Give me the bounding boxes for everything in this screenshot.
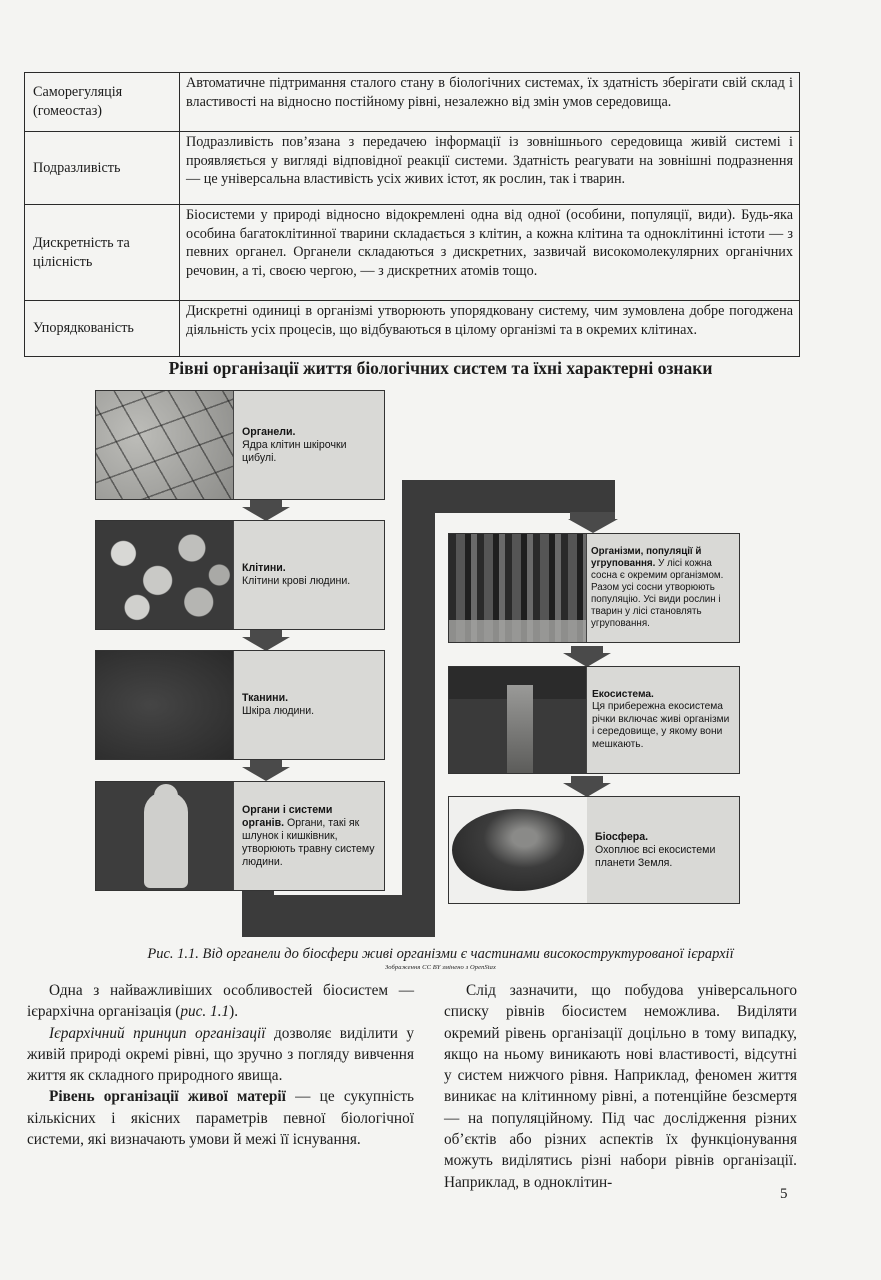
level-text: Клітини крові людини.	[242, 575, 351, 587]
connector-band	[402, 480, 435, 937]
level-card-cells	[95, 520, 385, 630]
term-bold: Рівень організації живої матерії	[49, 1088, 286, 1106]
blood-cells-photo	[96, 521, 234, 629]
level-caption	[587, 667, 739, 773]
table-definition: Дискретні одиниці в організмі утворюють упорядковану систему, чим зумовлена добре погоджена діяльність усіх процесів, що відбуваються в цілому організмі та в окремих клітинах.	[180, 301, 800, 357]
digestive-system-illustration	[96, 782, 234, 890]
level-title: Органели.	[242, 425, 296, 438]
pine-forest-photo	[449, 534, 587, 642]
section-title: Рівні організації життя біологічних систем та їхні характерні ознаки	[168, 358, 713, 378]
level-text: Ядра клітин шкірочки цибулі.	[242, 438, 347, 464]
table-row	[25, 132, 800, 205]
level-text: Охоплює всі екосистеми планети Земля.	[595, 843, 716, 869]
paragraph: Слід зазначити, що побудова універсального списку рівнів біосистем неможлива. Виділяти окремий рівень організації доцільно в тому випадку, якщо на ньому виникають нові властивості, відсутні у систем нижчого рівня. Наприклад, феномен життя виникає на клітинному рівні, а потенційне безсмертя — на популяційному. Під час дослідження різних об’єктів або різних аспектів їх функціонування можуть виділятись різні набори рівнів організації. Наприклад, в одноклітин-	[444, 982, 797, 1191]
level-text: У лісі кожна сосна є окремим організмом. Разом усі сосни утворюють популяцію. Усі види рослин і тварин у лісі становлять угруповання.	[591, 558, 724, 629]
table-definition: Подразливість пов’язана з передачею інформації із зовнішнього середовища живій системі і проявляється у вигляді відповідної реакції системи. Здатність реагувати на зовнішні подразнення — це універсальна властивість усіх живих істот, як рослин, так і тварин.	[180, 132, 800, 205]
level-caption	[234, 521, 384, 629]
level-card-tissues	[95, 650, 385, 760]
table-term: Упорядкованість	[25, 301, 180, 357]
paragraph: Одна з найважливіших особливостей біосистем — ієрархічна організація (рис. 1.1).	[27, 982, 414, 1021]
level-card-organelles	[95, 390, 385, 500]
level-caption	[587, 534, 739, 642]
table-definition: Біосистеми у природі відносно відокремлені одна від одної (особини, популяції, види). Будь-яка особина багатоклітинної тварини складається з клітин, а кожна клітина та одноклітинні істоти — з певних органел. Органели складаються з дискретних, зазвичай високомолекулярних органічних речовин, а ті, своєю чергою, — з дискретних атомів тощо.	[180, 205, 800, 301]
level-card-organisms	[448, 533, 740, 643]
level-title: Екосистема.	[592, 688, 654, 700]
paragraph: Рівень організації живої матерії — це сукупність кількісних і якісних параметрів певної біологічної системи, які визначають умови й межі її існування.	[27, 1088, 414, 1149]
table-term: Дискретність та цілісність	[25, 205, 180, 301]
earth-globe-image	[449, 797, 587, 903]
level-title: Органи і системи органів.	[242, 803, 333, 829]
properties-table	[24, 72, 800, 357]
skin-tissue-photo	[96, 651, 234, 759]
level-caption	[234, 651, 384, 759]
figure-credit: Зображення CC BY змінено з OpenStax	[384, 964, 497, 971]
level-title: Тканини.	[242, 692, 289, 704]
paragraph: Ієрархічний принцип організації дозволяє виділити у живій природі окремі рівні, що зручно з погляду вивчення життя як складного природного явища.	[27, 1024, 414, 1085]
level-caption	[234, 391, 384, 499]
level-caption	[234, 782, 384, 890]
level-card-organs	[95, 781, 385, 891]
level-title: Біосфера.	[595, 830, 649, 843]
level-caption	[587, 797, 739, 903]
table-term: Подразливість	[25, 132, 180, 205]
table-definition: Автоматичне підтримання сталого стану в біологічних системах, їх здатність зберігати свій склад і властивості на відносно постійному рівні, незалежно від змін умов середовища.	[180, 73, 800, 132]
level-text: Ця прибережна екосистема річки включає живі організми і середовище, у якому вони мешкають.	[592, 701, 730, 750]
page-number: 5	[780, 1186, 788, 1202]
term-italic: Ієрархічний принцип організації	[49, 1024, 266, 1042]
level-title: Клітини.	[242, 562, 286, 574]
level-card-biosphere	[448, 796, 740, 904]
level-text: Шкіра людини.	[242, 705, 315, 717]
figure-caption: Рис. 1.1. Від органели до біосфери живі організми є частинами високоструктурованої ієрархії	[147, 946, 734, 962]
body-column-left	[27, 980, 414, 1150]
level-title: Організми, популяції й угруповання.	[591, 546, 702, 569]
level-card-ecosystem	[448, 666, 740, 774]
table-row	[25, 301, 800, 357]
figure-reference: рис. 1.1	[180, 1003, 230, 1021]
body-column-right	[444, 980, 797, 1193]
table-term: Саморегуляція (гомеостаз)	[25, 73, 180, 132]
onion-cells-photo	[96, 391, 234, 499]
river-ecosystem-photo	[449, 667, 587, 773]
table-row	[25, 73, 800, 132]
table-row	[25, 205, 800, 301]
level-text: Органи, такі як шлунок і кишківник, утворюють травну систему людини.	[242, 816, 375, 868]
